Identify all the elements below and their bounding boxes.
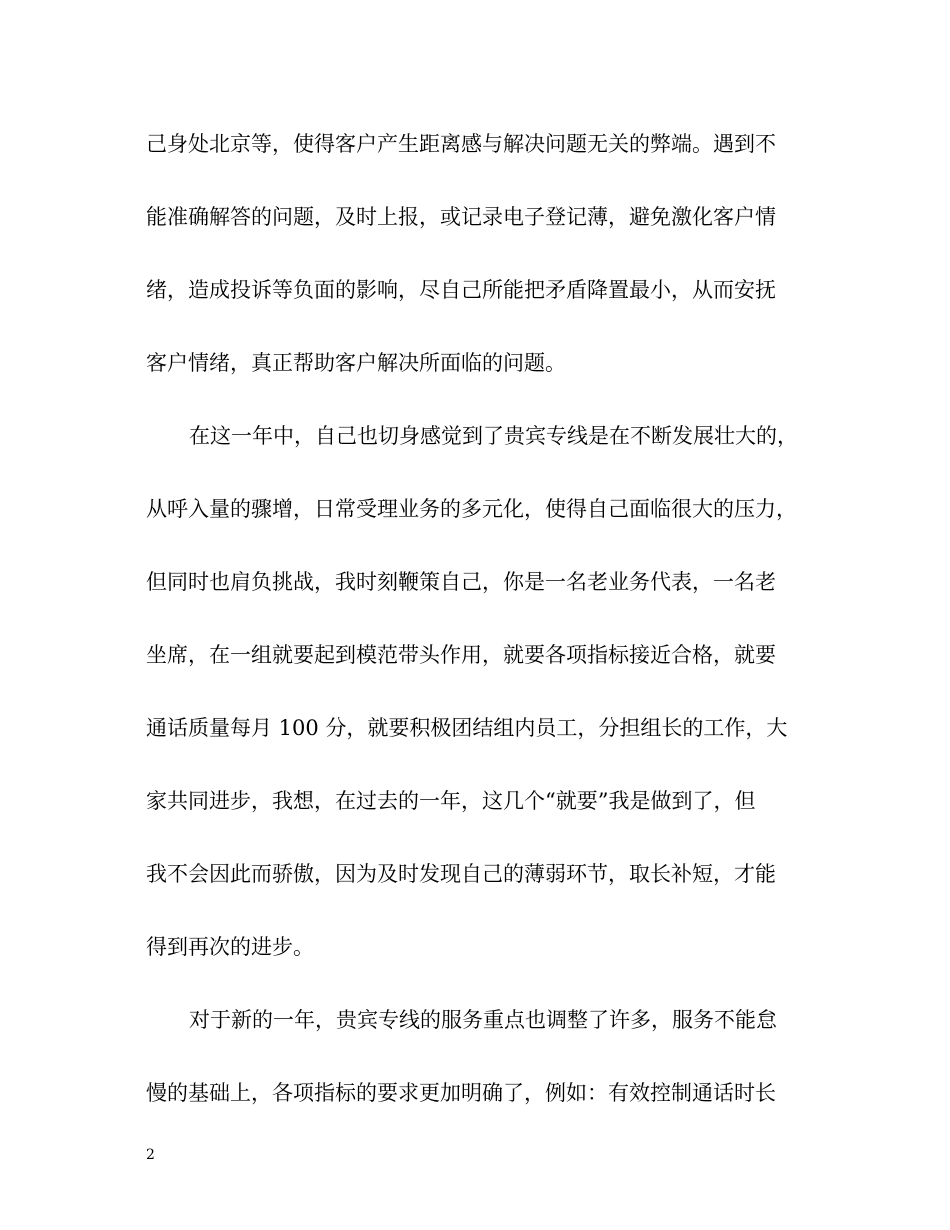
text-line: 通话质量每月 100 分，就要积极团结组内员工，分担组长的工作，大 <box>146 716 788 740</box>
text-line: 但同时也肩负挑战，我时刻鞭策自己，你是一名老业务代表，一名老 <box>146 570 776 594</box>
text-line: 能准确解答的问题，及时上报，或记录电子登记薄，避免激化客户情 <box>146 205 776 229</box>
text-line: 我不会因此而骄傲，因为及时发现自己的薄弱环节，取长补短，才能 <box>146 862 776 886</box>
text-line: 家共同进步，我想，在过去的一年，这几个“就要”我是做到了，但 <box>146 789 756 813</box>
paragraph-start-line: 对于新的一年，贵宾专线的服务重点也调整了许多，服务不能怠 <box>189 1008 777 1032</box>
text-line: 客户情绪，真正帮助客户解决所面临的问题。 <box>146 351 566 375</box>
text-line: 从呼入量的骤增，日常受理业务的多元化，使得自己面临很大的压力， <box>146 497 797 521</box>
text-line: 得到再次的进步。 <box>146 935 314 959</box>
text-line: 坐席，在一组就要起到模范带头作用，就要各项指标接近合格，就要 <box>146 643 776 667</box>
text-line: 绪，造成投诉等负面的影响，尽自己所能把矛盾降置最小，从而安抚 <box>146 278 776 302</box>
text-line: 己身处北京等，使得客户产生距离感与解决问题无关的弊端。遇到不 <box>146 132 776 156</box>
paragraph-start-line: 在这一年中，自己也切身感觉到了贵宾专线是在不断发展壮大的， <box>189 424 798 448</box>
text-line: 慢的基础上，各项指标的要求更加明确了，例如：有效控制通话时长 <box>146 1081 776 1105</box>
page-number: 2 <box>146 1147 155 1163</box>
